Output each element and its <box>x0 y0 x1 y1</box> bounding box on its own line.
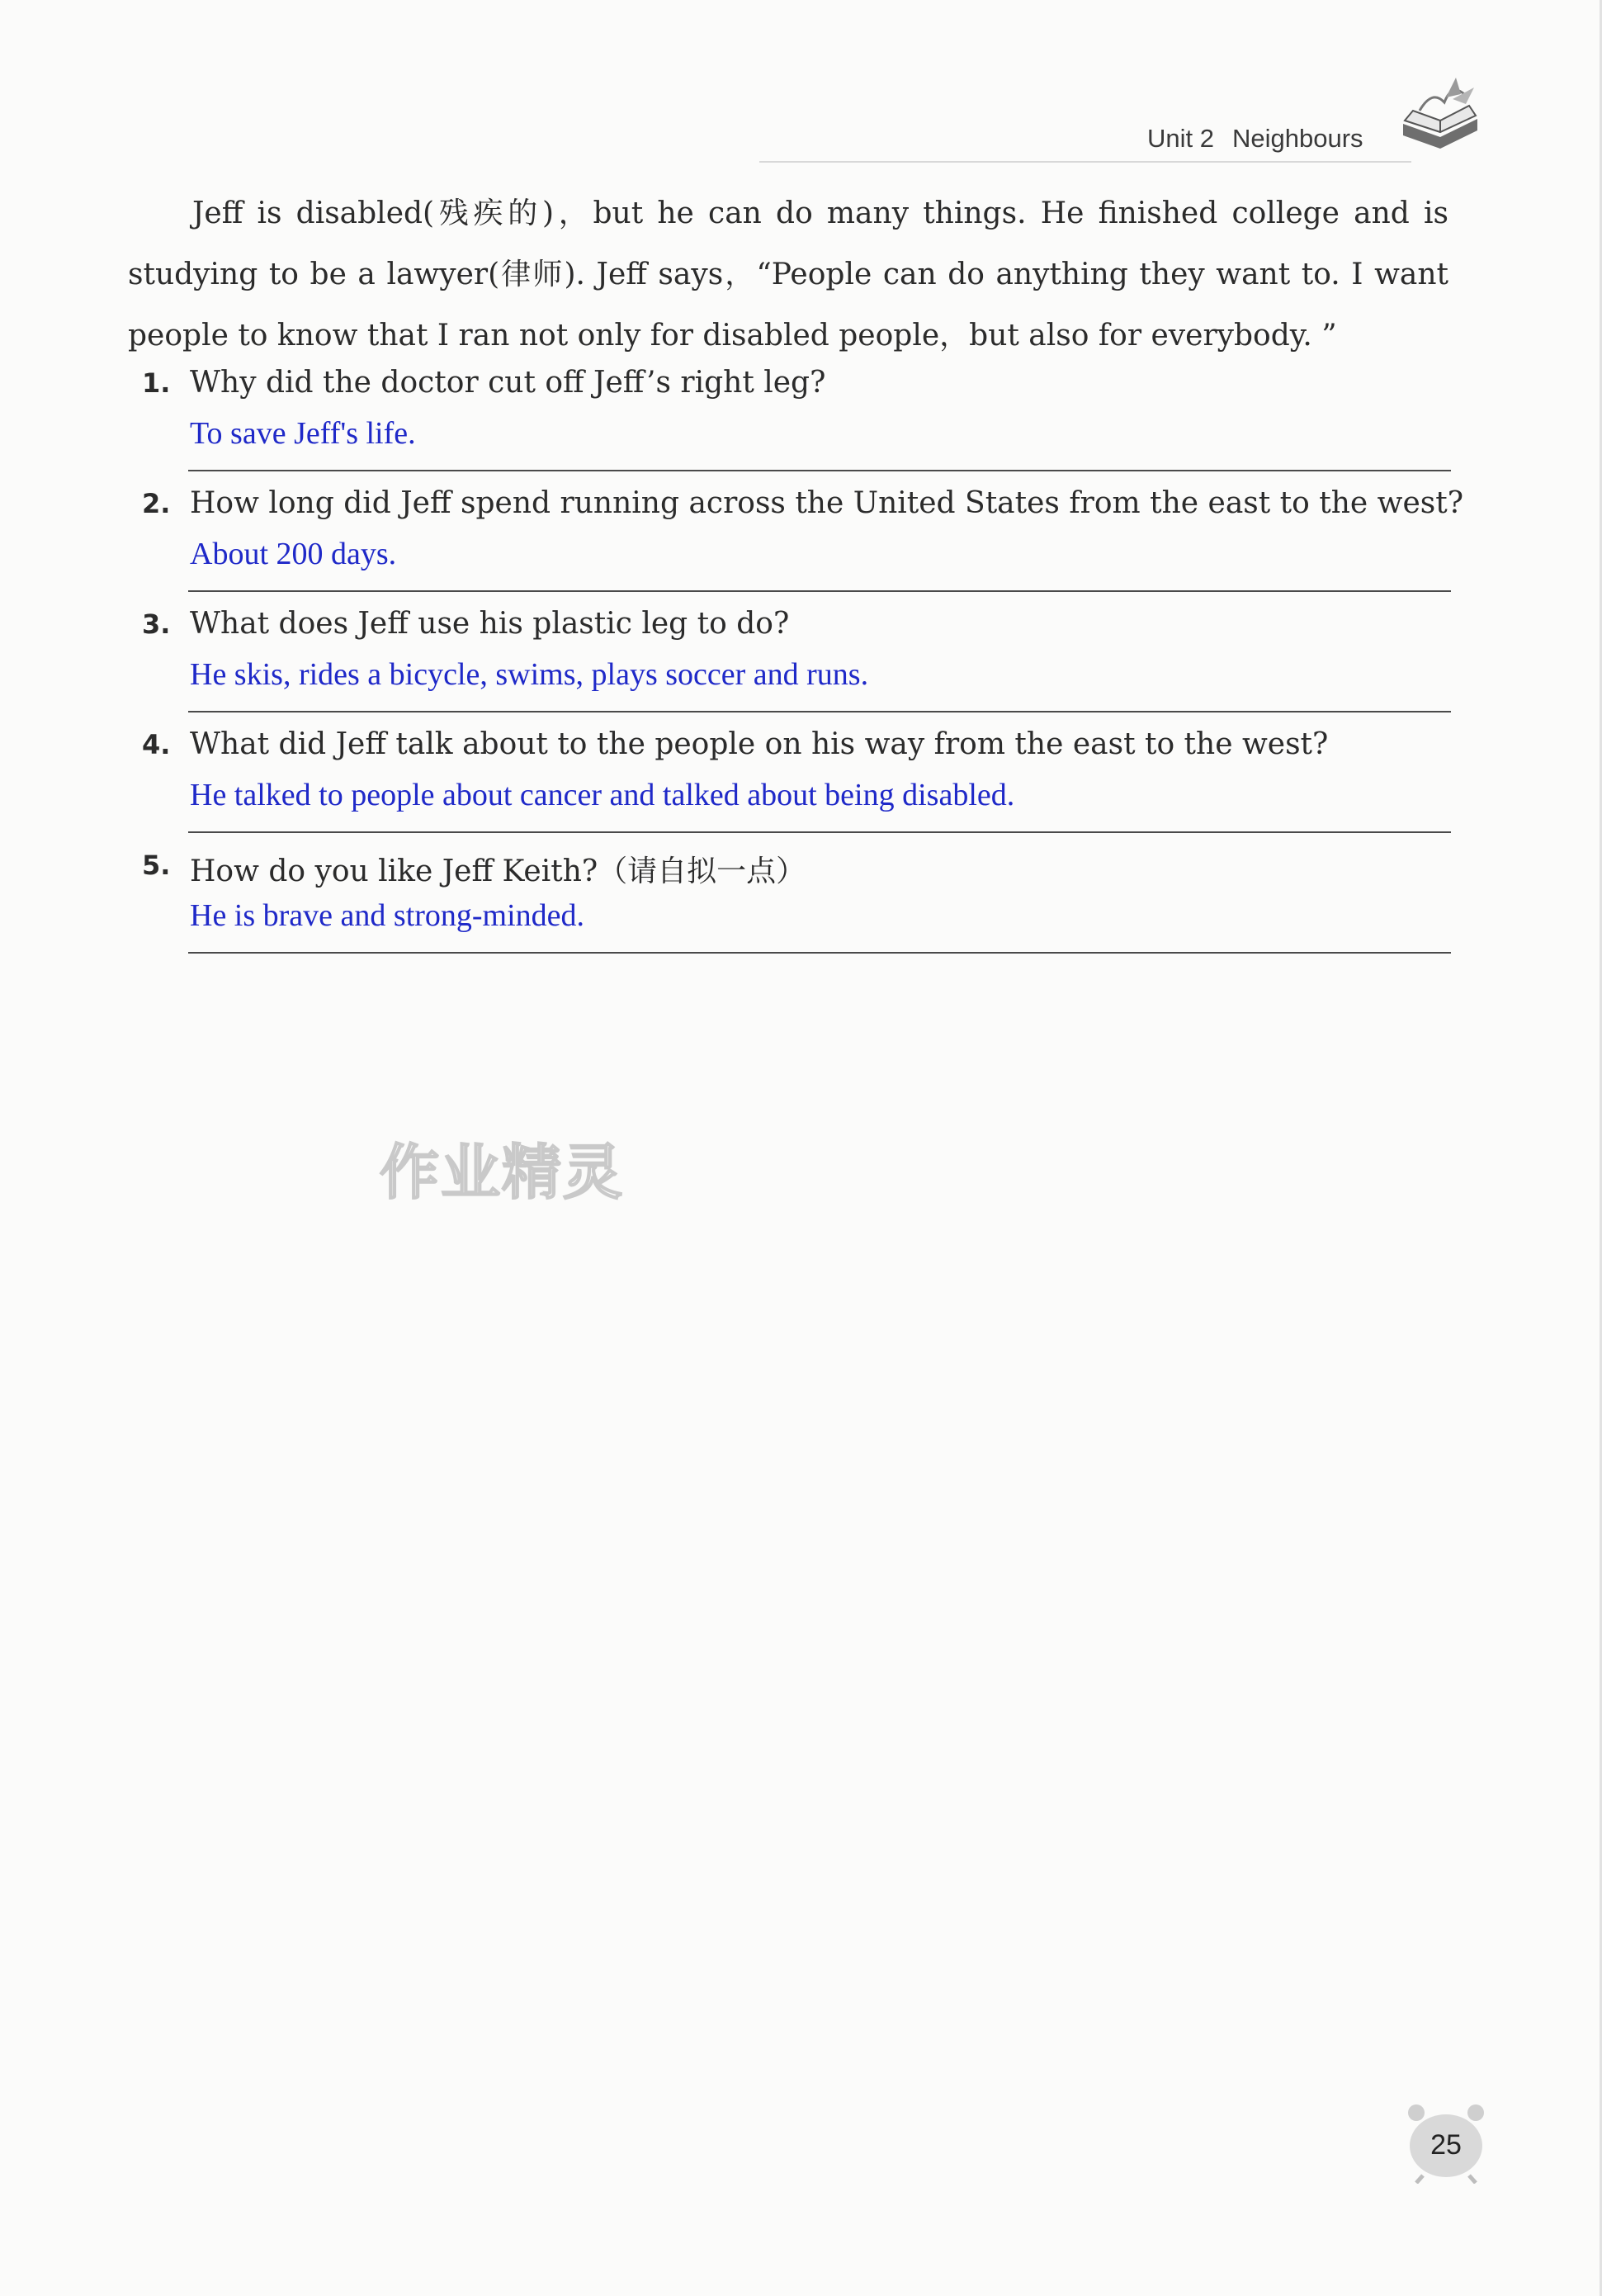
paragraph-text: Jeff is disabled(残疾的)，but he can do many things. He finished college and is studying to be a lawyer(律师). Jeff says，“People can do anything they want to. I want people to know that I ran not only for disabled people，but also for everybody. ” <box>128 196 1448 353</box>
reading-paragraph <box>128 183 1448 367</box>
answer-text: He is brave and strong-minded. <box>190 898 585 933</box>
question-list <box>132 366 1464 968</box>
question-text: How do you like Jeff Keith?（请自拟一点） <box>190 854 806 888</box>
answer-line <box>188 590 1451 592</box>
answer-text: He skis, rides a bicycle, swims, plays soccer and runs. <box>190 657 869 692</box>
answer-line <box>188 952 1451 954</box>
question-number: 2. <box>142 488 171 519</box>
watermark-logo: 作业精灵 <box>380 1138 625 1207</box>
page-number-badge <box>1405 2101 1496 2184</box>
answer-text: To save Jeff's life. <box>190 416 416 451</box>
answer-line <box>188 831 1451 833</box>
answer-text: He talked to people about cancer and talked about being disabled. <box>190 778 1015 812</box>
question-item <box>132 848 1453 968</box>
question-number: 3. <box>142 608 171 640</box>
question-item <box>132 727 1453 848</box>
answer-line <box>188 711 1451 712</box>
open-book-icon <box>1395 73 1486 163</box>
page-number: 25 <box>1430 2129 1462 2161</box>
unit-title: Neighbours <box>1231 124 1363 153</box>
question-text: What does Jeff use his plastic leg to do? <box>190 607 790 641</box>
header-text <box>1147 124 1363 154</box>
question-text: How long did Jeff spend running across the United States from the east to the west? <box>190 486 1464 520</box>
question-item <box>132 366 1453 486</box>
question-item <box>132 486 1464 607</box>
answer-line <box>188 470 1451 471</box>
answer-text: About 200 days. <box>190 537 397 571</box>
question-number: 1. <box>142 367 171 399</box>
question-number: 5. <box>142 850 171 881</box>
question-text: Why did the doctor cut off Jeff’s right leg? <box>190 366 826 400</box>
question-item <box>132 607 1453 727</box>
question-text: What did Jeff talk about to the people on his way from the east to the west? <box>190 727 1329 761</box>
unit-label: Unit 2 <box>1147 124 1214 153</box>
question-number: 4. <box>142 729 171 760</box>
